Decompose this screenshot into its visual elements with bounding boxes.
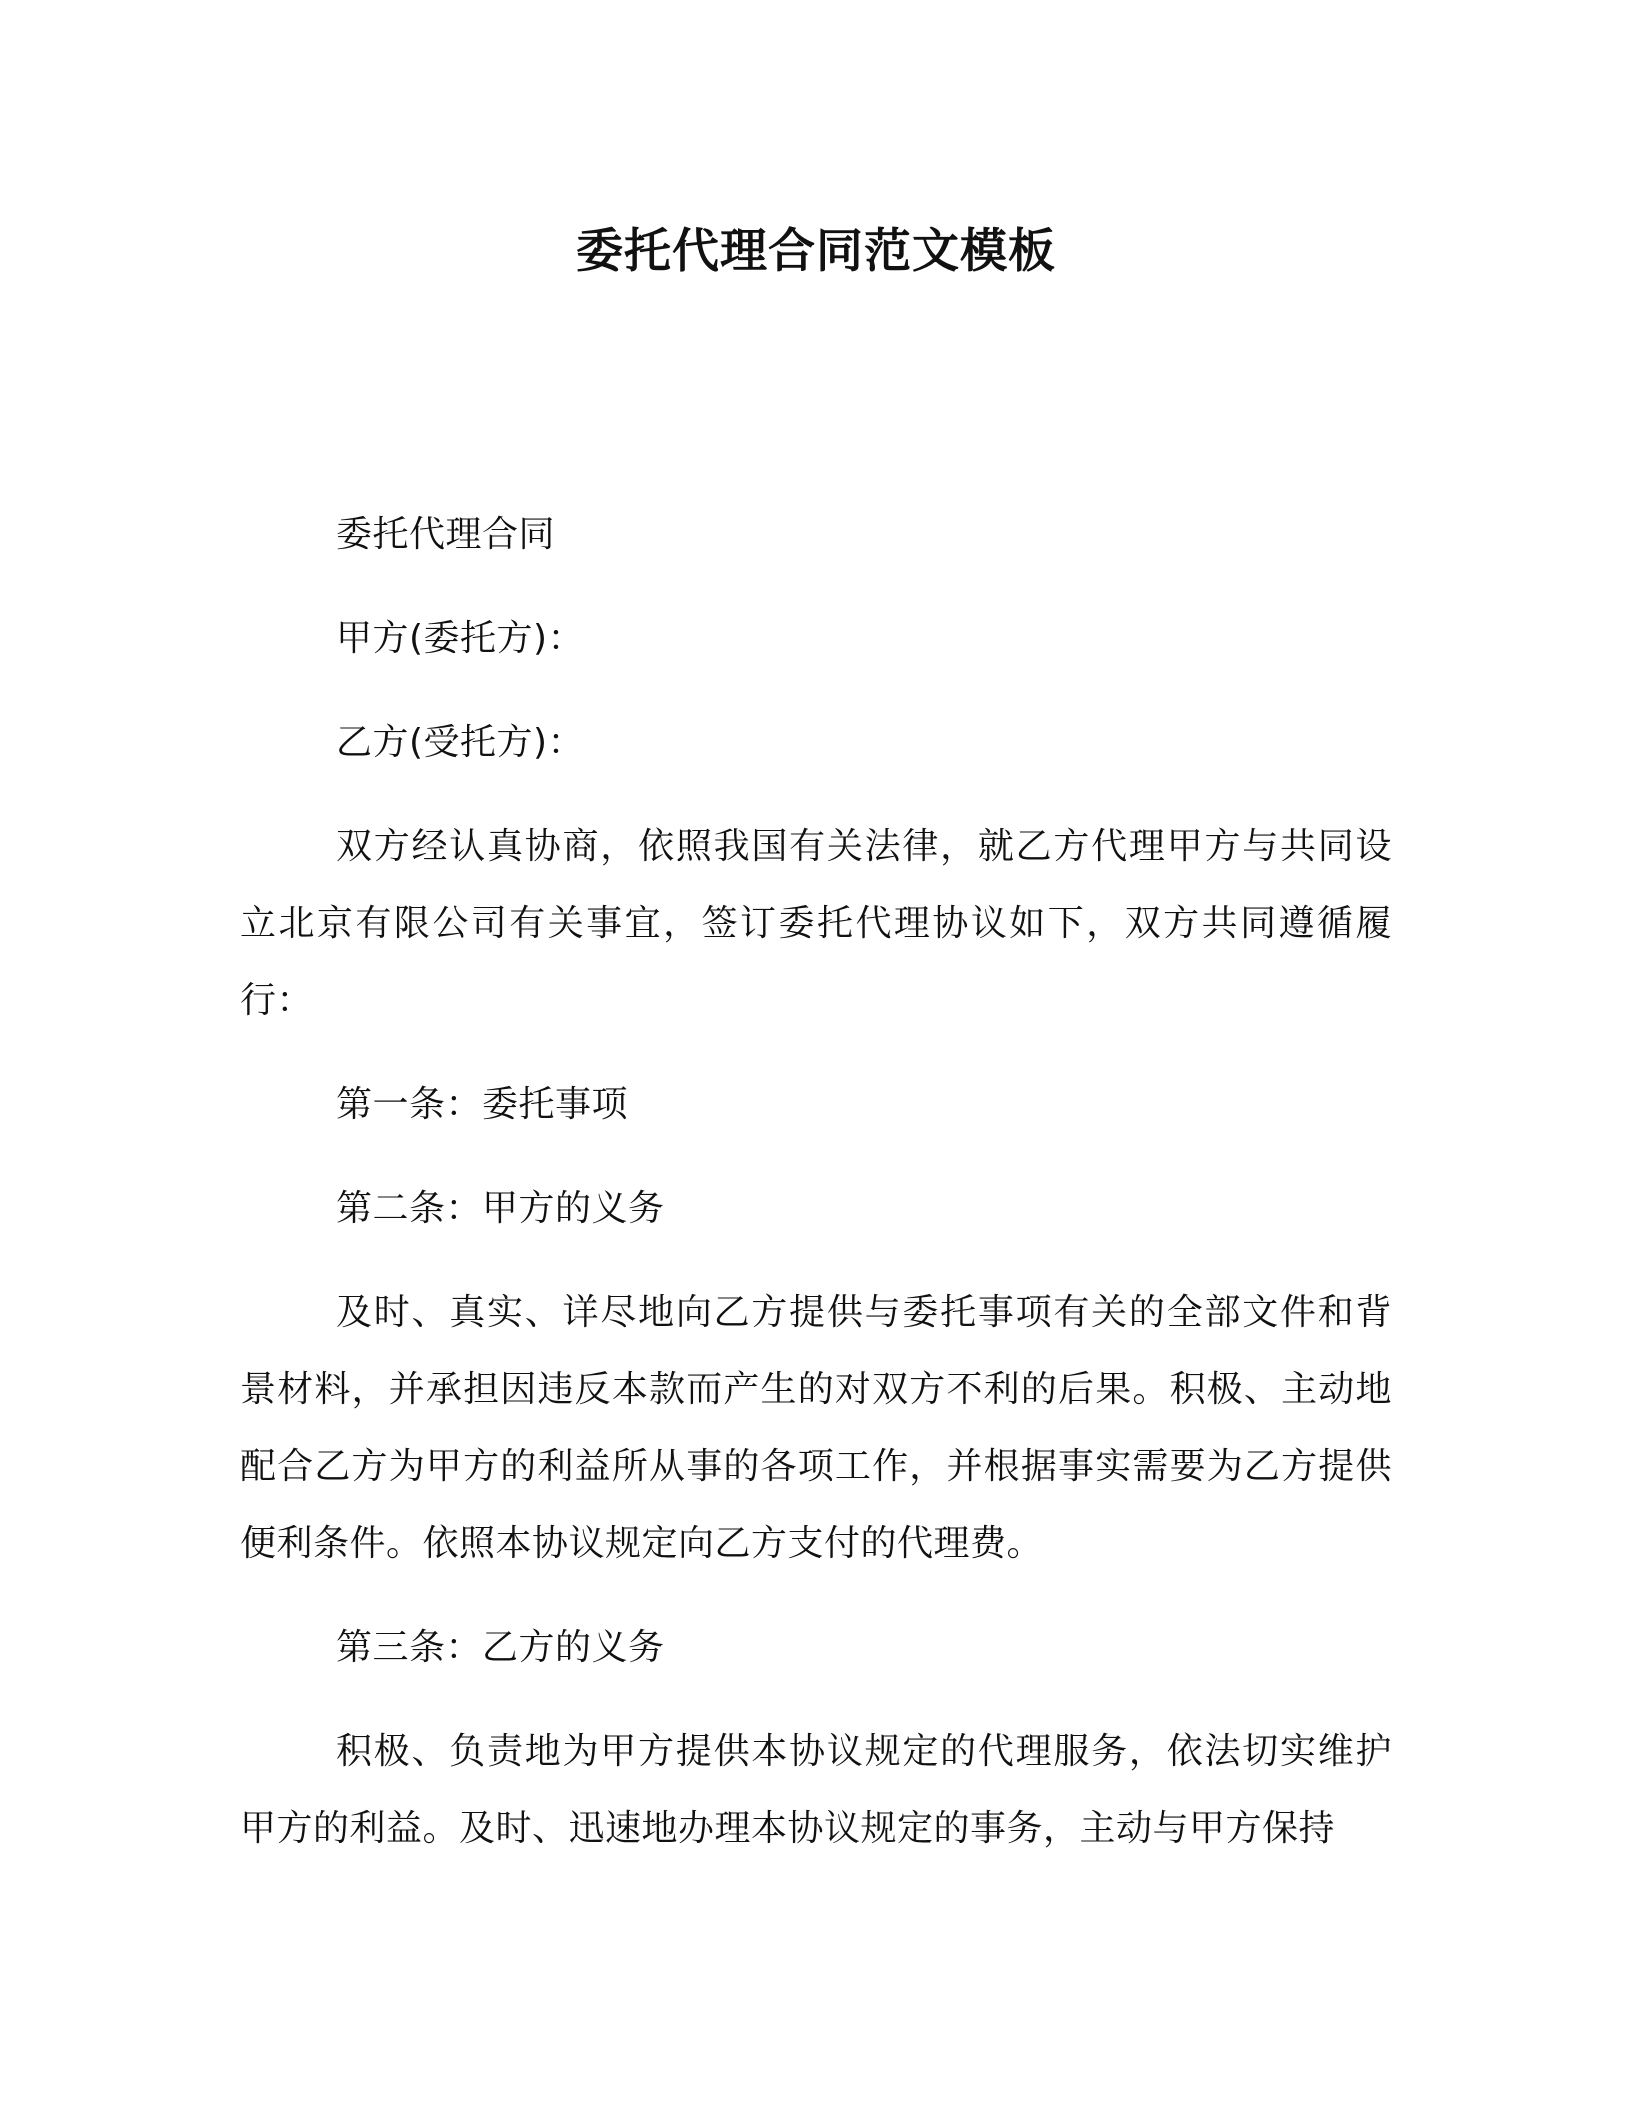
article-1-heading: 第一条：委托事项: [336, 1084, 629, 1125]
article-2-heading: 第二条：甲方的义务: [336, 1188, 665, 1229]
document-title: 委托代理合同范文模板: [576, 224, 1056, 279]
article-3-paragraph: 积极、负责地为甲方提供本协议规定的代理服务，依法切实维护甲方的利益。及时、迅速地办理本协议规定的事务，主动与甲方保持: [240, 1731, 1392, 1849]
party-a-line: 甲方(委托方)：: [336, 618, 585, 659]
contract-heading: 委托代理合同: [336, 514, 556, 555]
document-body: [240, 496, 1392, 1894]
article-3-heading: 第三条：乙方的义务: [336, 1627, 665, 1668]
preamble-paragraph: 双方经认真协商，依照我国有关法律，就乙方代理甲方与共同设立北京有限公司有关事宜，签订委托代理协议如下，双方共同遵循履行：: [240, 826, 1392, 1021]
article-2-paragraph: 及时、真实、详尽地向乙方提供与委托事项有关的全部文件和背景材料，并承担因违反本款而产生的对双方不利的后果。积极、主动地配合乙方为甲方的利益所从事的各项工作，并根据事实需要为乙方提供便利条件。依照本协议规定向乙方支付的代理费。: [240, 1292, 1392, 1564]
party-b-line: 乙方(受托方)：: [336, 722, 585, 763]
